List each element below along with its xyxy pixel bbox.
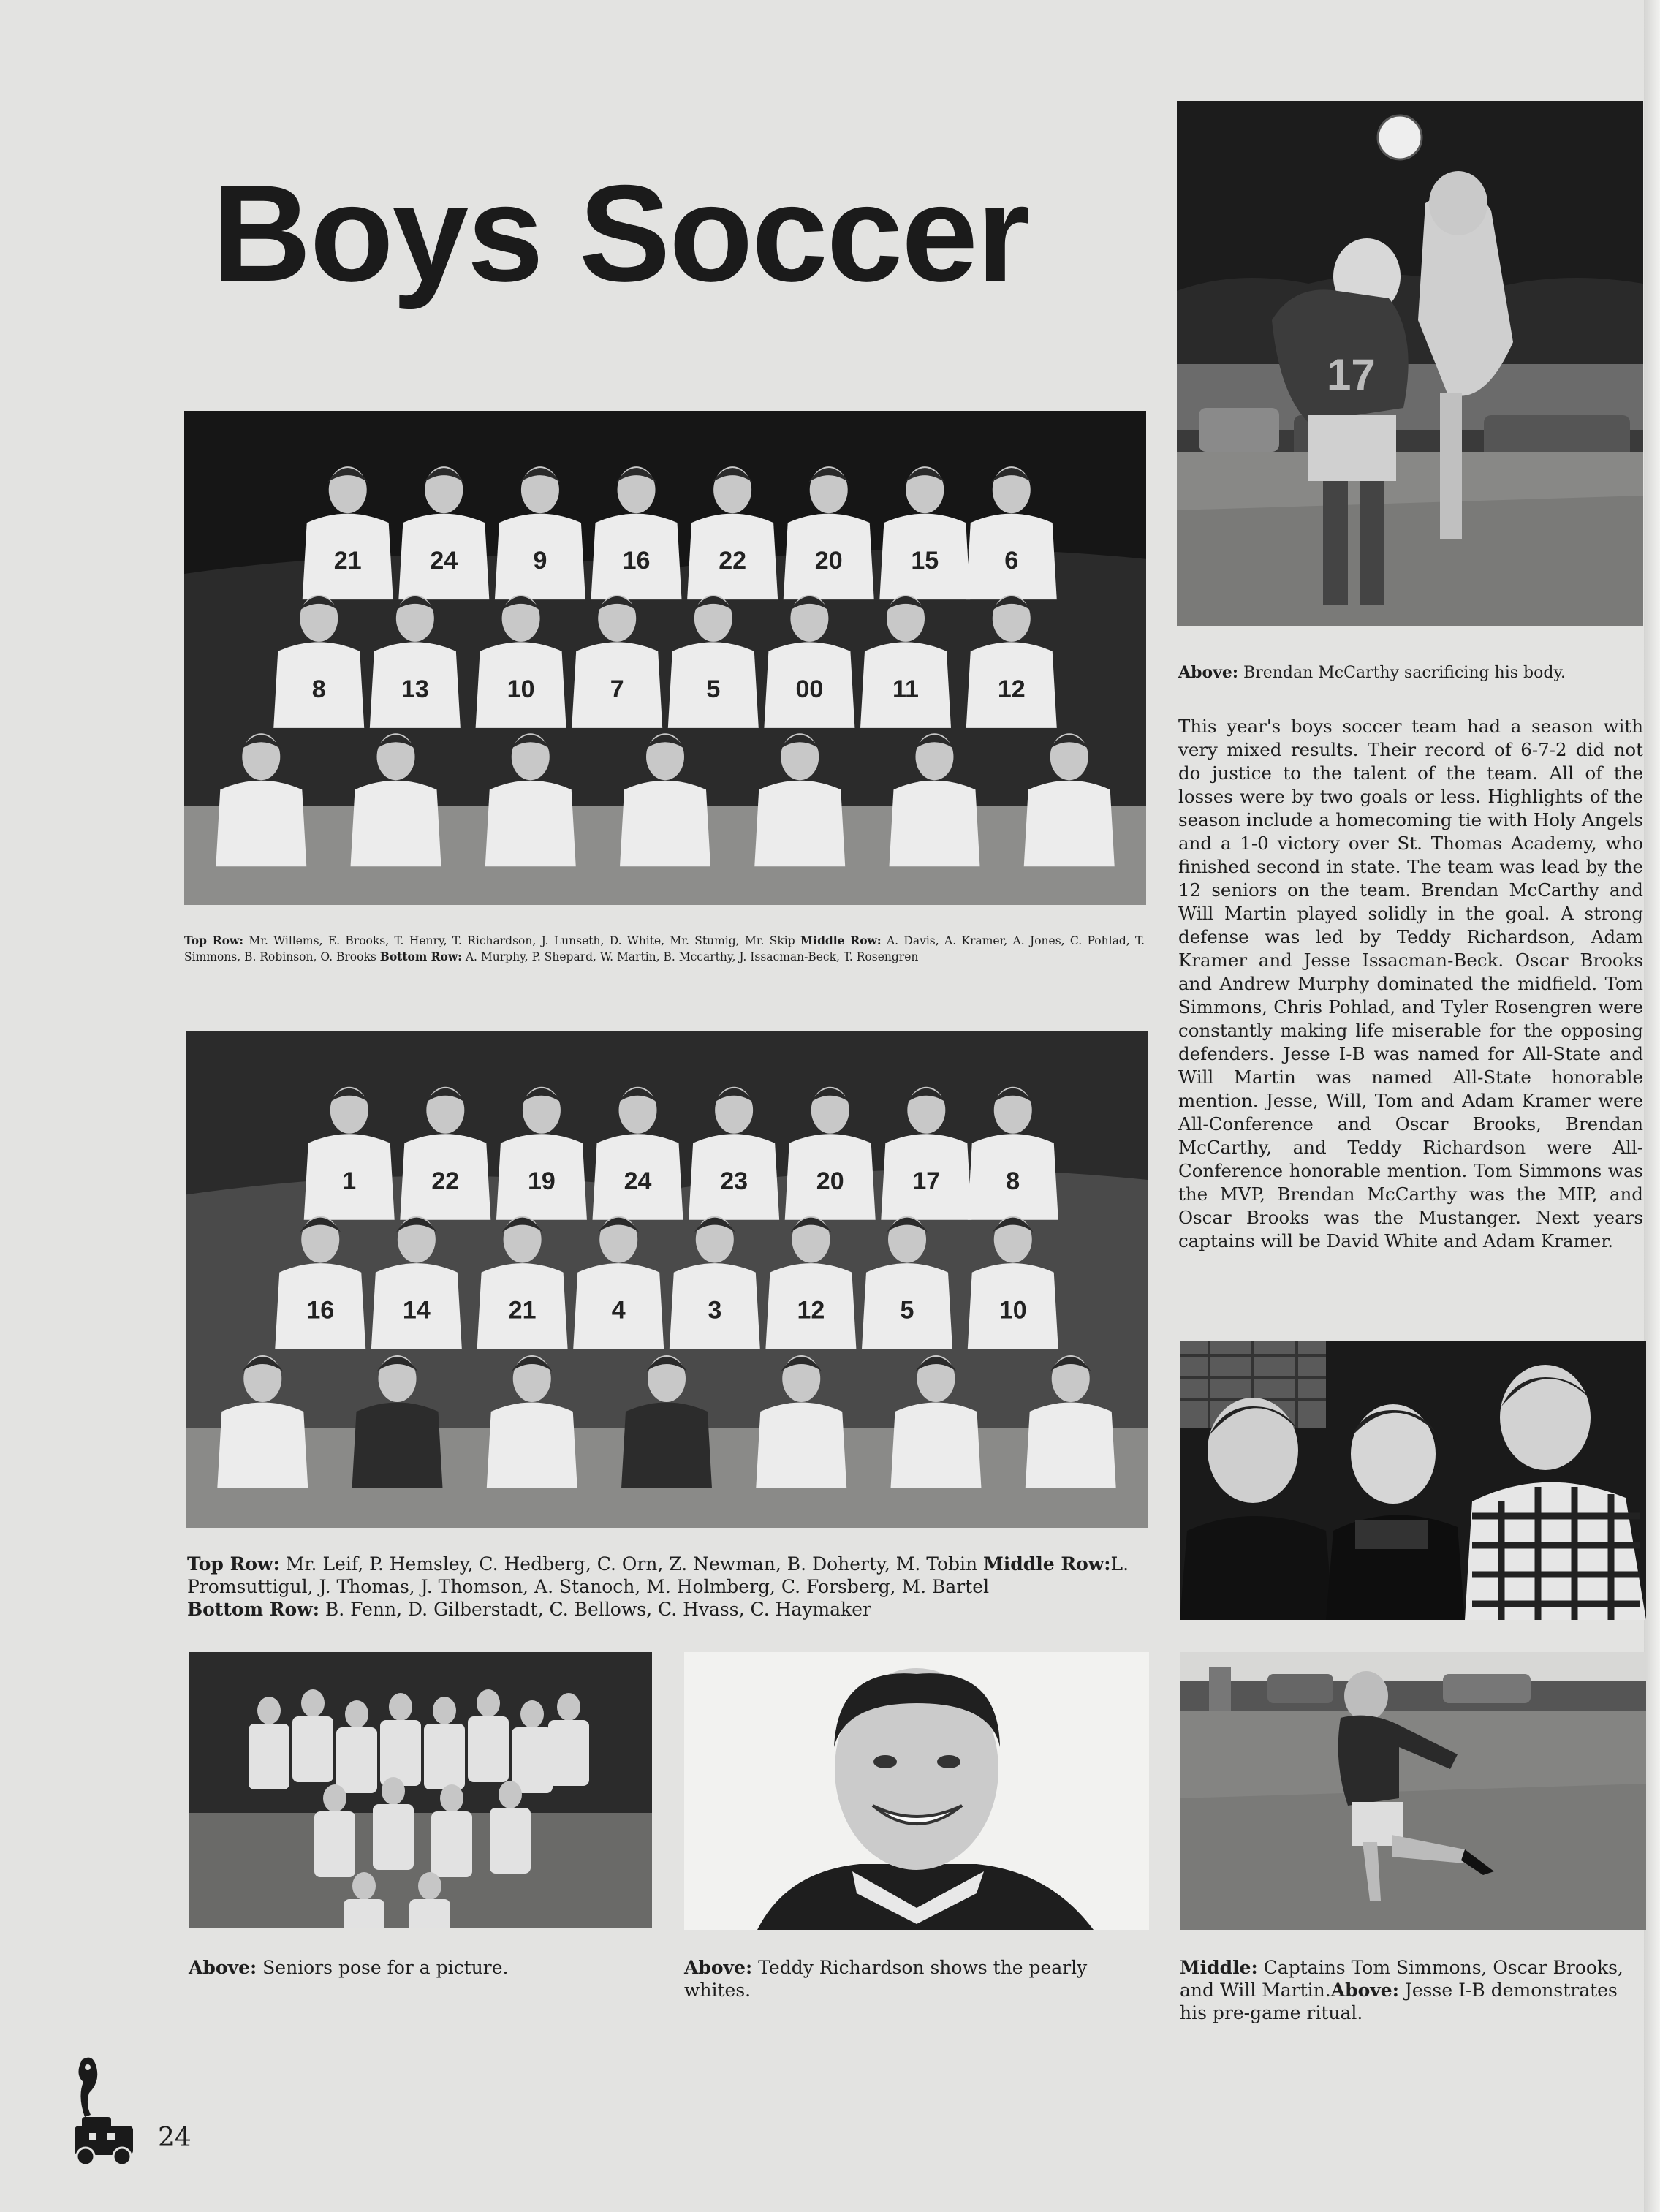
caption-bottom-names: A. Murphy, P. Shepard, W. Martin, B. Mccarthy, J. Issacman-Beck, T. Rosengren [461, 950, 919, 963]
player-jersey [890, 1403, 981, 1489]
jersey-number: 11 [892, 675, 919, 703]
jersey-number: 22 [719, 547, 747, 575]
caption-text: Brendan McCarthy sacrificing his body. [1238, 664, 1566, 682]
mustang-mascot-icon [67, 2053, 140, 2170]
caption-top-label: Top Row: [184, 933, 244, 947]
jersey-number: 1 [342, 1167, 357, 1195]
article-body: This year's boys soccer team had a season with very mixed results. Their record of 6-7-2 did not do justice to the talent of the team. All of the losses were by two goals or less. Highlights of the season include a homecoming tie with Holy Angels and a 1-0 victory over St. Thomas Academy, who finished second in state. The team was lead by the 12 seniors on the team. Brendan McCarthy and Will Martin played solidly in the goal. A strong defense was led by Teddy Richardson, Adam Kramer and Jesse Issacman-Beck. Oscar Brooks and Andrew Murphy dominated the midfield. Tom Simmons, Chris Pohlad, and Tyler Rosengren were constantly making life miserable for the opposing defenders. Jesse I-B was named for All-State and Will Martin was named All-State honorable mention. Jesse, Will, Tom and Adam Kramer were All-Conference and Oscar Brooks, Brendan McCarthy, and Teddy Richardson were All-Conference honorable mention. Tom Simmons was the MVP, Brendan McCarthy was the MIP, and Oscar Brooks was the Mustanger. Next years captains will be David White and Adam Kramer. [1178, 716, 1643, 1251]
jersey-number: 21 [508, 1296, 537, 1325]
senior-head [345, 1700, 368, 1728]
caption-label: Above: [189, 1957, 257, 1978]
senior-head [520, 1700, 544, 1728]
jersey-number: 19 [528, 1167, 556, 1195]
senior-head [557, 1693, 580, 1721]
jersey-number: 17 [912, 1167, 941, 1195]
caption-middle-label: Middle Row: [983, 1553, 1111, 1575]
senior-body [512, 1727, 553, 1793]
senior-head [433, 1697, 456, 1724]
caption-bottom-label: Bottom Row: [187, 1599, 319, 1620]
captains-caption [1180, 1956, 1648, 2024]
player-jersey [756, 1403, 846, 1489]
caption-text: Seniors pose for a picture. [257, 1957, 509, 1978]
senior-body [424, 1724, 465, 1789]
jersey-number: 7 [610, 675, 624, 703]
seniors-photo [189, 1652, 652, 1928]
senior-body [548, 1720, 589, 1786]
senior-body [344, 1899, 384, 1928]
player-jersey [1026, 1403, 1116, 1489]
jersey-number: 10 [507, 675, 535, 703]
senior-body [380, 1720, 421, 1786]
jersey-number: 22 [431, 1167, 460, 1195]
senior-body [468, 1716, 509, 1782]
page-title: Boys Soccer [212, 156, 1029, 310]
caption-bottom-label: Bottom Row: [379, 950, 462, 963]
jersey-number: 9 [533, 547, 547, 575]
player-jersey [889, 781, 979, 867]
page-edge [1644, 0, 1660, 2212]
jersey-number: 12 [997, 675, 1026, 703]
senior-head [499, 1781, 522, 1808]
senior-body [292, 1716, 333, 1782]
goalie-action-photo [1177, 101, 1643, 626]
senior-body [431, 1811, 472, 1877]
jersey-number: 20 [814, 547, 843, 575]
senior-head [418, 1872, 441, 1900]
jersey-number: 24 [430, 547, 458, 575]
caption-text-above: Jesse I-B demonstrates his pre-game ritual. [1180, 1980, 1618, 2023]
player-jersey [485, 781, 576, 867]
player-jersey [351, 781, 441, 867]
jersey-number: 15 [911, 547, 939, 575]
jersey-number: 24 [624, 1167, 652, 1195]
senior-head [257, 1697, 281, 1724]
senior-head [440, 1784, 463, 1812]
caption-top-label: Top Row: [187, 1553, 280, 1575]
senior-body [249, 1724, 289, 1789]
caption-middle-label: Middle Row: [800, 933, 882, 947]
senior-head [382, 1777, 405, 1805]
senior-head [352, 1872, 376, 1900]
player-jersey [1024, 781, 1115, 867]
seniors-caption [189, 1956, 652, 1979]
caption-text-middle: Captains Tom Simmons, Oscar Brooks, and Will Martin. [1180, 1957, 1623, 2001]
caption-label: Above: [684, 1957, 753, 1978]
player-jersey [621, 1403, 712, 1489]
caption-text: Teddy Richardson shows the pearly whites. [684, 1957, 1088, 2001]
jersey-number: 13 [401, 675, 429, 703]
senior-body [336, 1727, 377, 1793]
jersey-number: 8 [311, 675, 326, 703]
jv-team-photo [186, 1031, 1148, 1528]
caption-bottom-names: B. Fenn, D. Gilberstadt, C. Bellows, C. Hvass, C. Haymaker [319, 1599, 871, 1620]
player-jersey [620, 781, 710, 867]
jersey-number: 3 [708, 1296, 722, 1325]
caption-top-names: Mr. Willems, E. Brooks, T. Henry, T. Richardson, J. Lunseth, D. White, Mr. Stumig, Mr. Skip [243, 934, 801, 947]
jersey-number: 23 [720, 1167, 748, 1195]
varsity-caption [184, 933, 1145, 965]
senior-head [323, 1784, 346, 1812]
jersey-number: 10 [998, 1296, 1027, 1325]
jv-caption [187, 1553, 1149, 1621]
jersey-number: 12 [797, 1296, 825, 1325]
jersey-number: 5 [900, 1296, 914, 1325]
jersey-number: 21 [333, 547, 362, 575]
caption-label-above: Above: [1330, 1980, 1399, 2001]
senior-head [389, 1693, 412, 1721]
caption-label: Above: [1178, 663, 1239, 682]
senior-body [373, 1804, 414, 1870]
player-jersey [352, 1403, 443, 1489]
caption-top-names: Mr. Leif, P. Hemsley, C. Hedberg, C. Orn, Z. Newman, B. Doherty, M. Tobin [279, 1553, 984, 1575]
player-jersey [216, 781, 306, 867]
jersey-number: 16 [622, 547, 651, 575]
senior-body [314, 1811, 355, 1877]
senior-body [409, 1899, 450, 1928]
svg-text:17: 17 [1327, 350, 1376, 399]
caption-middle-names: L. Promsuttigul, J. Thomas, J. Thomson, A. Stanoch, M. Holmberg, C. Forsberg, M. Bartel [187, 1553, 1129, 1597]
player-jersey [487, 1403, 577, 1489]
kick-photo [1180, 1652, 1646, 1930]
jersey-number: 8 [1006, 1167, 1020, 1195]
portrait-photo [684, 1652, 1149, 1930]
player-jersey [754, 781, 845, 867]
jersey-number: 5 [706, 675, 721, 703]
caption-label-middle: Middle: [1180, 1957, 1258, 1978]
page-number: 24 [158, 2123, 192, 2153]
senior-head [301, 1689, 325, 1717]
jersey-number: 00 [795, 675, 824, 703]
jersey-number: 6 [1004, 547, 1019, 575]
player-jersey [217, 1403, 308, 1489]
senior-head [477, 1689, 500, 1717]
varsity-team-photo [184, 411, 1146, 905]
senior-body [490, 1808, 531, 1874]
three-players-photo [1180, 1341, 1646, 1620]
jersey-number: 20 [816, 1167, 844, 1195]
jersey-number: 4 [611, 1296, 626, 1325]
jersey-number: 16 [306, 1296, 335, 1325]
caption-middle-names: A. Davis, A. Kramer, A. Jones, C. Pohlad, T. Simmons, B. Robinson, O. Brooks [184, 934, 1145, 963]
jersey-number: 14 [402, 1296, 431, 1325]
goalie-caption [1178, 662, 1646, 684]
portrait-caption [684, 1956, 1149, 2001]
